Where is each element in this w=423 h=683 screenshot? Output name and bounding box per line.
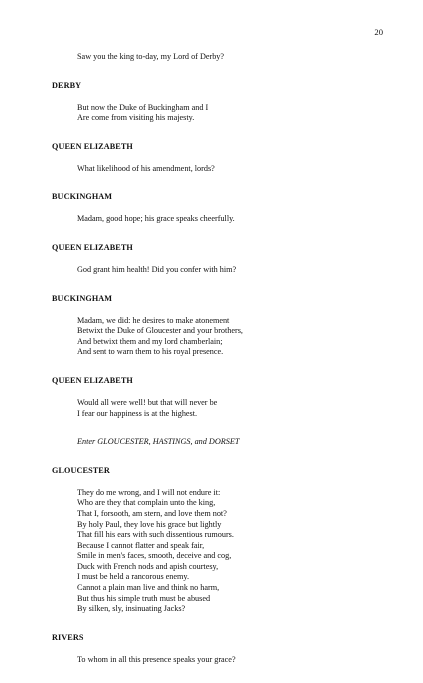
page-number: 20: [374, 27, 383, 37]
speech-line: Would all were well! but that will never be: [77, 397, 218, 407]
speech-block: [77, 265, 387, 276]
stage-direction: Enter GLOUCESTER, HASTINGS, and DORSET: [77, 437, 240, 447]
speech-line: Because I cannot flatter and speak fair,: [77, 540, 205, 550]
speech-line: Madam, good hope; his grace speaks cheerfully.: [77, 214, 235, 224]
speech-line: And betwixt them and my lord chamberlain;: [77, 336, 223, 346]
speech-line: Smile in men's faces, smooth, deceive and cog,: [77, 551, 232, 561]
speech-block: [77, 52, 387, 63]
speaker-name: DERBY: [52, 80, 82, 90]
speech-block: [77, 164, 387, 175]
speech-line: I fear our happiness is at the highest.: [77, 408, 198, 418]
speech-line: I must be held a rancorous enemy.: [77, 572, 190, 582]
speech-block: [77, 316, 387, 358]
speech-line: By holy Paul, they love his grace but lightly: [77, 519, 222, 529]
speaker-name: QUEEN ELIZABETH: [52, 141, 133, 151]
speech-line: They do me wrong, and I will not endure it:: [77, 487, 221, 497]
speech-line: That fill his ears with such dissentious rumours.: [77, 530, 234, 540]
speech-line: Betwixt the Duke of Gloucester and your brothers,: [77, 326, 243, 336]
speech-line: Saw you the king to-day, my Lord of Derby?: [77, 52, 225, 61]
speaker-name: RIVERS: [52, 632, 84, 642]
speech-line: What likelihood of his amendment, lords?: [77, 163, 215, 173]
speech-line: Cannot a plain man live and think no harm,: [77, 583, 220, 593]
speech-line: That I, forsooth, am stern, and love them not?: [77, 508, 227, 518]
speech-line: But now the Duke of Buckingham and I: [77, 102, 209, 112]
speech-block: [77, 103, 387, 124]
speech-line: God grant him health! Did you confer with him?: [77, 264, 237, 274]
speech-line: By silken, sly, insinuating Jacks?: [77, 604, 186, 614]
speech-line: Duck with French nods and apish courtesy,: [77, 561, 219, 571]
speech-line: Who are they that complain unto the king,: [77, 498, 216, 508]
speech-block: [77, 398, 387, 419]
speech-block: [77, 655, 387, 666]
speech-line: But thus his simple truth must be abused: [77, 593, 211, 603]
speech-line: To whom in all this presence speaks your grace?: [77, 654, 236, 664]
speech-block: [77, 214, 387, 225]
speech-block: [77, 488, 387, 615]
speech-line: Madam, we did: he desires to make atonement: [77, 315, 230, 325]
speaker-name: QUEEN ELIZABETH: [52, 242, 133, 252]
speaker-name: BUCKINGHAM: [52, 293, 113, 303]
speech-line: And sent to warn them to his royal presence.: [77, 347, 224, 357]
speaker-name: BUCKINGHAM: [52, 192, 113, 202]
speech-line: Are come from visiting his majesty.: [77, 113, 195, 123]
script-content: [52, 52, 387, 683]
speaker-name: GLOUCESTER: [52, 465, 110, 475]
speaker-name: QUEEN ELIZABETH: [52, 375, 133, 385]
